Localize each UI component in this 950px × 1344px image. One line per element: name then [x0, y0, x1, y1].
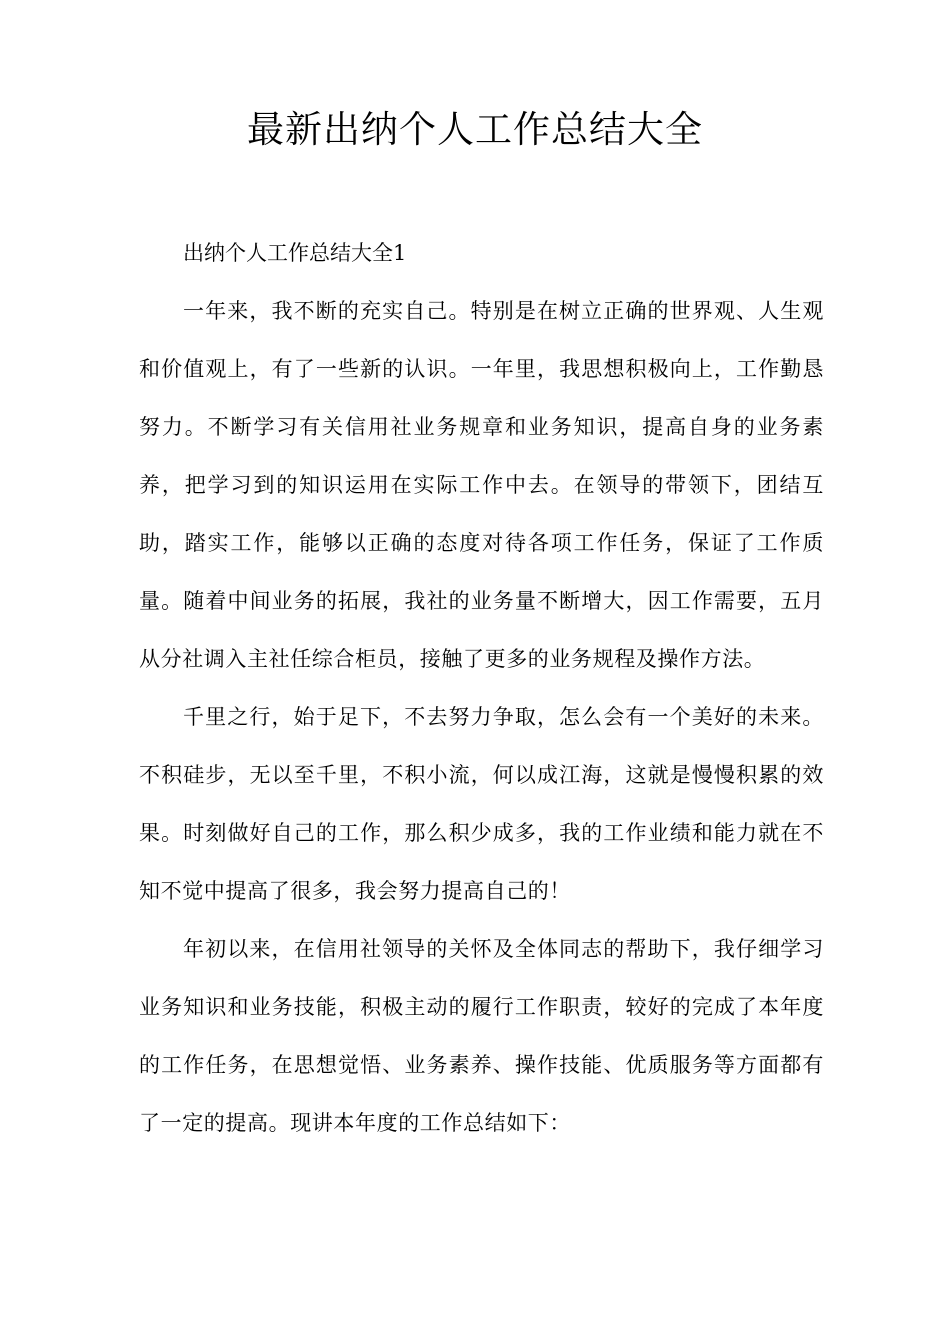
document-title: 最新出纳个人工作总结大全 — [247, 108, 703, 151]
section-heading: 出纳个人工作总结大全1 — [183, 241, 407, 265]
paragraph-3: 年初以来，在信用社领导的关怀及全体同志的帮助下，我仔细学习业务知识和业务技能，积极主动的履行工作职责，较好的完成了本年度的工作任务，在思想觉悟、业务素养、操作技能、优质服务等方面都有了一定的提高。现讲本年度的工作总结如下： — [139, 937, 824, 1135]
paragraph-2: 千里之行，始于足下，不去努力争取，怎么会有一个美好的未来。不积硅步，无以至千里，不积小流，何以成江海，这就是慢慢积累的效果。时刻做好自己的工作，那么积少成多，我的工作业绩和能力就在不知不觉中提高了很多，我会努力提高自己的！ — [139, 705, 824, 903]
paragraph-1: 一年来，我不断的充实自己。特别是在树立正确的世界观、人生观和价值观上，有了一些新的认识。一年里，我思想积极向上，工作勤恳努力。不断学习有关信用社业务规章和业务知识，提高自身的业务素养，把学习到的知识运用在实际工作中去。在领导的带领下，团结互助，踏实工作，能够以正确的态度对待各项工作任务，保证了工作质量。随着中间业务的拓展，我社的业务量不断增大，因工作需要，五月从分社调入主社任综合柜员，接触了更多的业务规程及操作方法。 — [139, 299, 824, 671]
document-body — [139, 224, 824, 1152]
